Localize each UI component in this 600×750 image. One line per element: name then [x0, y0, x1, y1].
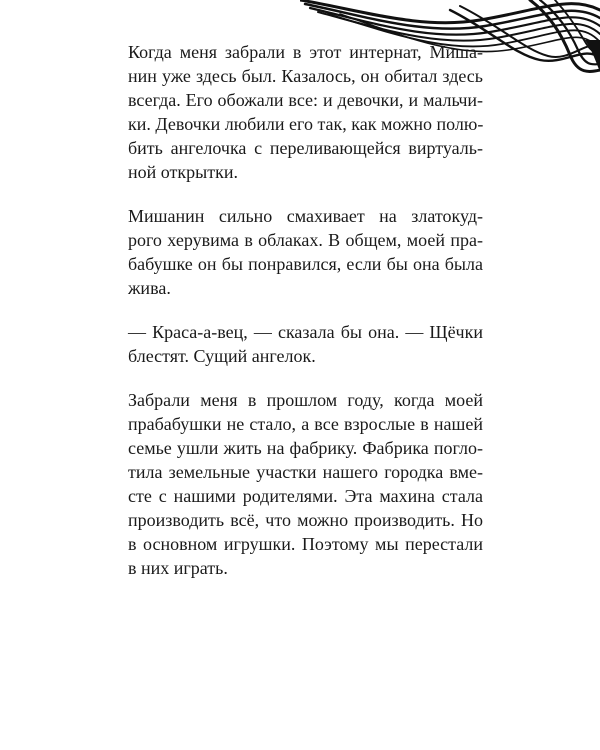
text-line: нин уже здесь был. Казалось, он обитал здесь — [128, 66, 483, 86]
text-line: блестят. Сущий ангелок. — [128, 346, 316, 366]
text-line: рого херувима в облаках. В общем, моей пра- — [128, 230, 483, 250]
text-line: в них играть. — [128, 558, 228, 578]
text-line: тила земельные участки нашего городка вме- — [128, 462, 483, 482]
text-line: Мишанин сильно смахивает на златокуд- — [128, 206, 483, 226]
text-line: бить ангелочка с переливающейся виртуаль- — [128, 138, 483, 158]
text-line: — Краса-а-вец, — сказала бы она. — Щёчки — [128, 322, 483, 342]
paragraph-1 — [128, 40, 483, 184]
text-line: бабушке он бы понравился, если бы она была — [128, 254, 483, 274]
text-line: прабабушки не стало, а все взрослые в нашей — [128, 414, 483, 434]
paragraph-3 — [128, 320, 483, 368]
text-line: семье ушли жить на фабрику. Фабрика погло- — [128, 438, 483, 458]
paragraph-2 — [128, 204, 483, 300]
text-line: жива. — [128, 278, 171, 298]
paragraph-4 — [128, 388, 483, 580]
text-line: ки. Девочки любили его так, как можно полю- — [128, 114, 484, 134]
text-line: Когда меня забрали в этот интернат, Миша- — [128, 42, 483, 62]
text-line: Забрали меня в прошлом году, когда моей — [128, 390, 483, 410]
text-line: сте с нашими родителями. Эта махина стала — [128, 486, 483, 506]
text-line: в основном игрушки. Поэтому мы перестали — [128, 534, 483, 554]
text-line: ной открытки. — [128, 162, 238, 182]
text-line: всегда. Его обожали все: и девочки, и мальчи- — [128, 90, 483, 110]
page-text — [128, 40, 483, 600]
text-line: производить всё, что можно производить. Но — [128, 510, 483, 530]
